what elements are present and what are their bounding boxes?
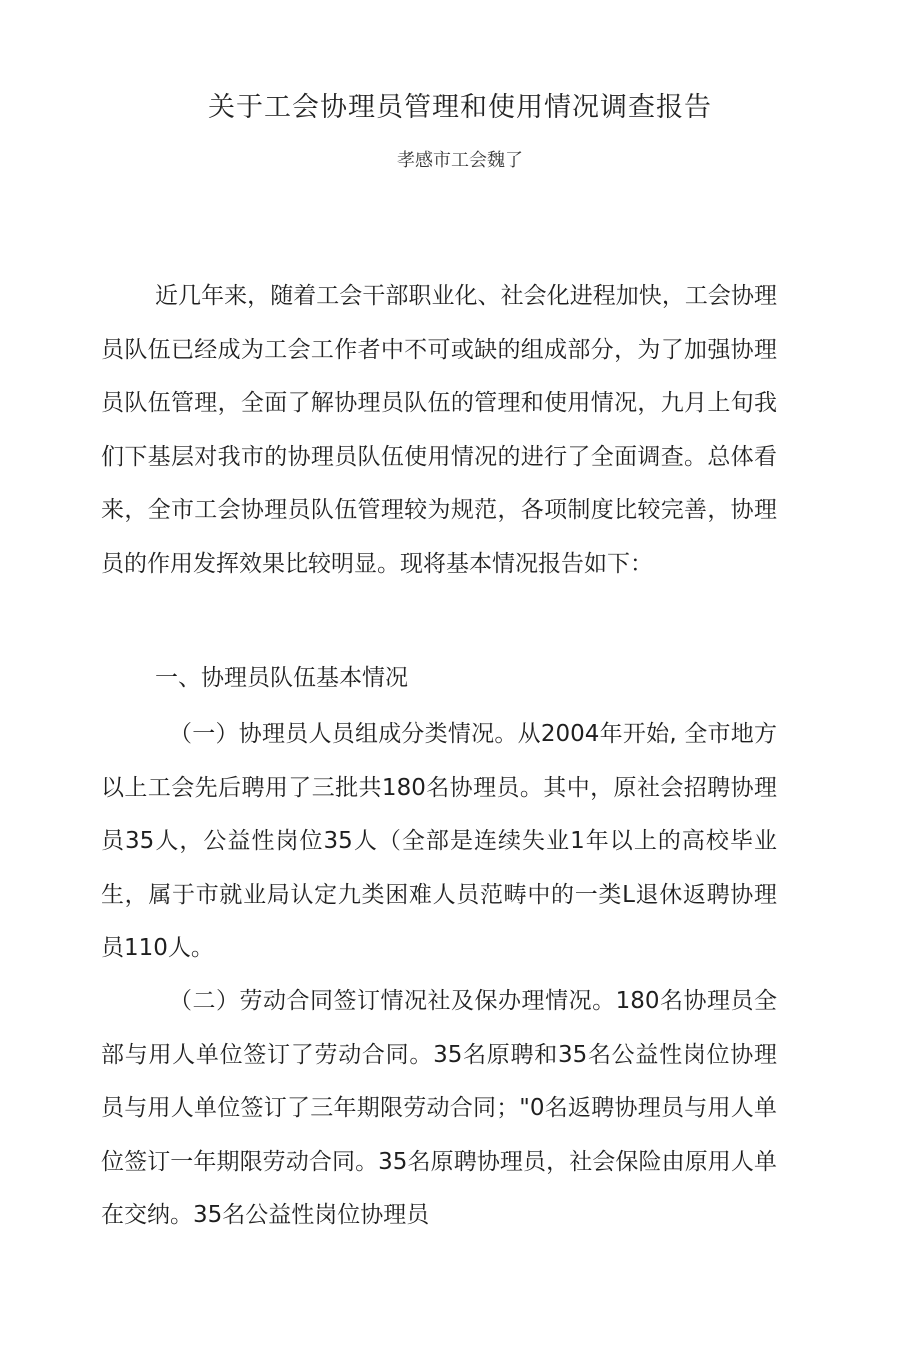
paragraph-contracts: （二）劳动合同签订情况社及保办理情况。180名协理员全部与用人单位签订了劳动合同。35名原聘和35名公益性岗位协理员与用人单位签订了三年期限劳动合同；"0名返聘协理员与用人单位签订一年期限劳动合同。35名原聘协理员，社会保险由原用人单在交纳。35名公益性岗位协理员 xyxy=(101,988,777,1228)
paragraph-composition: （一）协理员人员组成分类情况。从2004年开始, 全市地方以上工会先后聘用了三批共180名协理员。其中，原社会招聘协理员35人，公益性岗位35人（全部是连续失业1年以上的高校毕业生，属于市就业局认定九类困难人员范畴中的一类L退休返聘协理员110人。 xyxy=(101,721,777,961)
paragraph-intro: 近几年来，随着工会干部职业化、社会化进程加快，工会协理员队伍已经成为工会工作者中不可或缺的组成部分，为了加强协理员队伍管理，全面了解协理员队伍的管理和使用情况，九月上旬我们下基层对我市的协理员队伍使用情况的进行了全面调查。总体看来，全市工会协理员队伍管理较为规范，各项制度比较完善，协理员的作用发挥效果比较明显。现将基本情况报告如下： xyxy=(101,283,777,577)
section-heading: 一、协理员队伍基本情况 xyxy=(155,665,408,691)
document-title: 关于工会协理员管理和使用情况调查报告 xyxy=(208,92,712,123)
document-author: 孝感市工会魏了 xyxy=(397,150,523,171)
